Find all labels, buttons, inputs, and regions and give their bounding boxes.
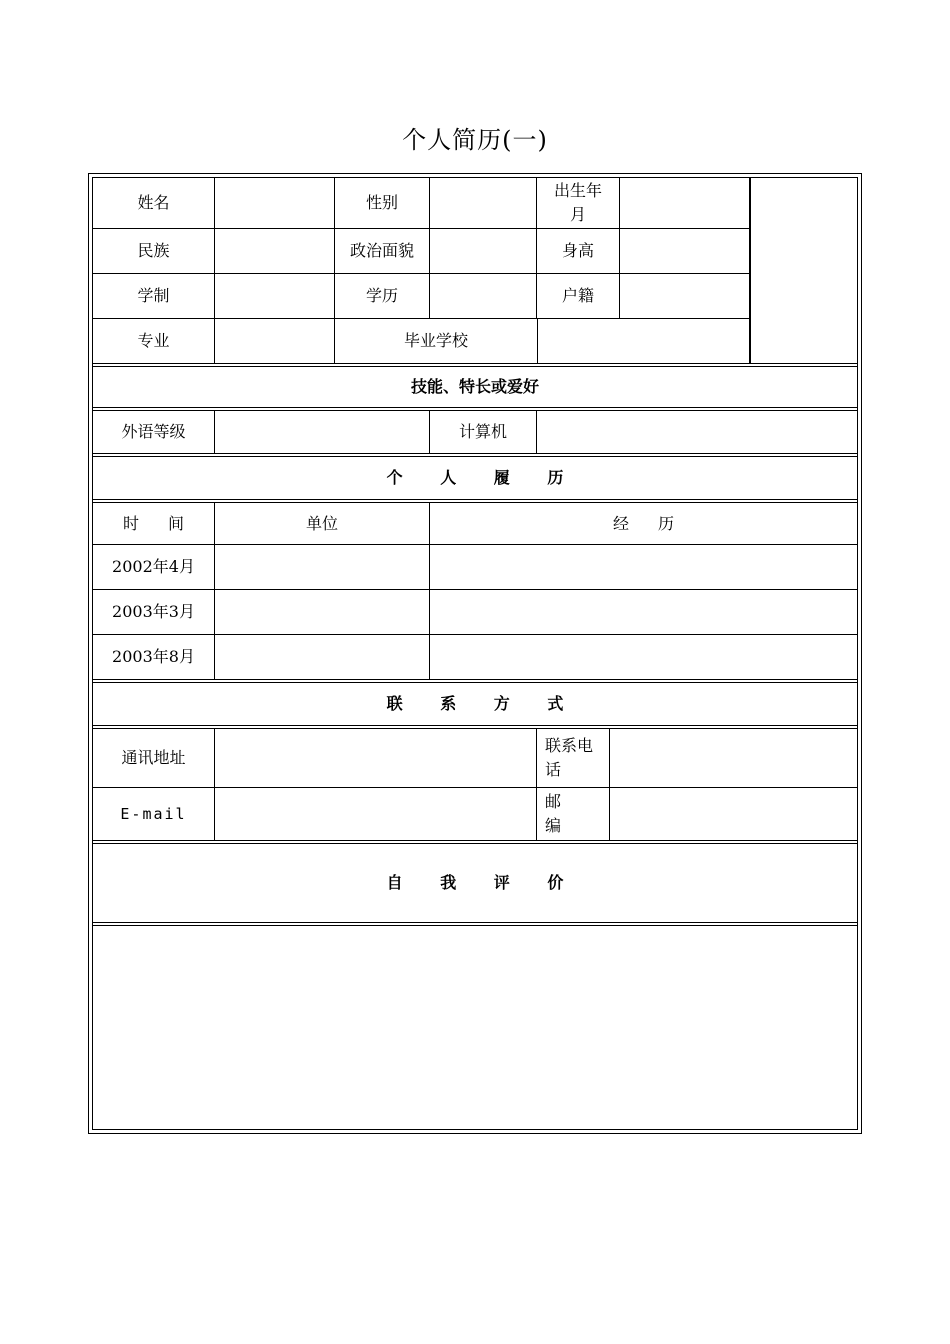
height-field[interactable] xyxy=(620,229,750,273)
row-self-eval-heading xyxy=(89,844,861,922)
hukou-label: 户籍 xyxy=(537,274,620,318)
contact-heading: 联 系 方 式 xyxy=(386,694,580,713)
history-experience-field[interactable] xyxy=(430,590,857,634)
history-unit-field[interactable] xyxy=(215,545,430,589)
history-heading: 个 人 履 历 xyxy=(386,468,580,487)
col-unit: 单位 xyxy=(215,503,430,544)
page-title: 个人简历(一) xyxy=(402,126,548,154)
history-unit-field[interactable] xyxy=(215,635,430,679)
phone-label: 联系电话 xyxy=(537,729,610,787)
language-field[interactable] xyxy=(215,411,430,453)
row-email xyxy=(89,788,861,840)
address-field[interactable] xyxy=(215,729,537,787)
computer-label: 计算机 xyxy=(430,411,537,453)
self-eval-heading: 自 我 评 价 xyxy=(386,873,580,892)
gender-label: 性别 xyxy=(335,178,430,228)
education-label: 学历 xyxy=(335,274,430,318)
language-label: 外语等级 xyxy=(93,411,215,453)
row-history-heading xyxy=(89,457,861,499)
history-header-row xyxy=(89,503,861,544)
hukou-field[interactable] xyxy=(620,274,750,318)
col-experience: 经 历 xyxy=(612,513,687,533)
row-ethnicity xyxy=(89,229,861,273)
name-field[interactable] xyxy=(215,178,335,228)
height-label: 身高 xyxy=(537,229,620,273)
photo-box[interactable] xyxy=(750,178,857,363)
row-address xyxy=(89,729,861,787)
major-label: 专业 xyxy=(93,319,215,363)
history-time: 2002年4月 xyxy=(93,545,215,589)
self-eval-field[interactable] xyxy=(89,926,861,1130)
schooling-field[interactable] xyxy=(215,274,335,318)
schooling-label: 学制 xyxy=(93,274,215,318)
birth-field[interactable] xyxy=(620,178,750,228)
politics-label: 政治面貌 xyxy=(335,229,430,273)
col-time: 时 间 xyxy=(93,503,215,544)
row-skills-heading xyxy=(89,367,861,407)
row-schooling xyxy=(89,274,861,318)
phone-field[interactable] xyxy=(610,729,857,787)
ethnicity-field[interactable] xyxy=(215,229,335,273)
email-field[interactable] xyxy=(215,788,537,840)
skills-heading: 技能、特长或爱好 xyxy=(410,377,539,396)
education-field[interactable] xyxy=(430,274,537,318)
resume-table xyxy=(88,173,862,1134)
birth-label: 出生年月 xyxy=(537,178,620,228)
history-experience-field[interactable] xyxy=(430,545,857,589)
history-time: 2003年8月 xyxy=(93,635,215,679)
ethnicity-label: 民族 xyxy=(93,229,215,273)
school-label: 毕业学校 xyxy=(403,331,468,350)
row-major xyxy=(89,319,861,363)
history-experience-field[interactable] xyxy=(430,635,857,679)
email-label: E-mail xyxy=(93,788,215,840)
row-skills xyxy=(89,411,861,453)
postcode-label: 邮编 xyxy=(537,788,610,840)
row-contact-heading xyxy=(89,683,861,725)
table-row xyxy=(89,635,861,679)
name-label: 姓名 xyxy=(93,178,215,228)
gender-field[interactable] xyxy=(430,178,537,228)
table-row xyxy=(89,590,861,634)
history-unit-field[interactable] xyxy=(215,590,430,634)
major-field[interactable] xyxy=(215,319,335,363)
address-label: 通讯地址 xyxy=(93,729,215,787)
row-name xyxy=(89,178,861,228)
history-time: 2003年3月 xyxy=(93,590,215,634)
computer-field[interactable] xyxy=(537,411,857,453)
table-row xyxy=(89,545,861,589)
postcode-field[interactable] xyxy=(610,788,857,840)
school-field[interactable] xyxy=(537,319,750,363)
politics-field[interactable] xyxy=(430,229,537,273)
